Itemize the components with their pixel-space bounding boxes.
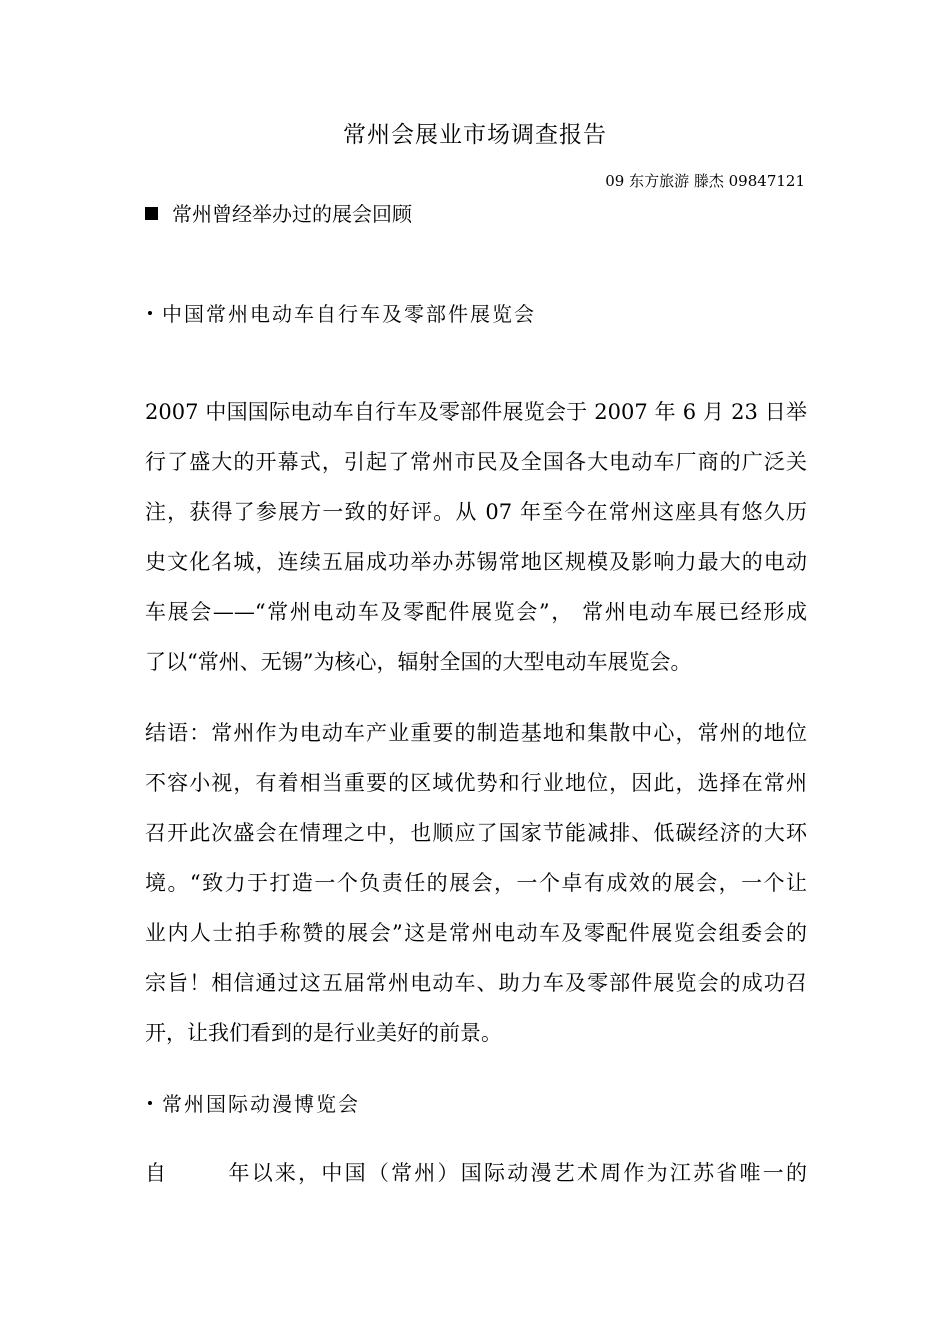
- subheading-ev-expo: [148, 298, 536, 327]
- paragraph-line: 注，获得了参展方一致的好评。从 07 年至今在常州这座具有悠久历: [145, 500, 807, 524]
- paragraph-line: 境。“致力于打造一个负责任的展会，一个卓有成效的展会，一个让: [145, 871, 807, 895]
- square-bullet-icon: [145, 207, 158, 220]
- dot-bullet-icon: [148, 311, 152, 315]
- paragraph-line: 宗旨！相信通过这五届常州电动车、助力车及零部件展览会的成功召: [145, 971, 807, 995]
- paragraph-line: [145, 1148, 807, 1198]
- paragraph-anime-expo: [145, 1148, 807, 1198]
- paragraph-line: 结语：常州作为电动车产业重要的制造基地和集散中心，常州的地位: [145, 721, 807, 745]
- paragraph-line: 车展会——“常州电动车及零配件展览会”， 常州电动车展已经形成: [145, 600, 807, 624]
- paragraph-ev-expo: [145, 387, 807, 687]
- document-title: 常州会展业市场调查报告: [343, 122, 607, 148]
- paragraph-line: 开，让我们看到的是行业美好的前景。: [145, 1021, 502, 1045]
- dot-bullet-icon: [148, 1101, 152, 1105]
- section-heading-text: 常州曾经举办过的展会回顾: [172, 202, 412, 226]
- subheading-ev-expo-text: 中国常州电动车自行车及零部件展览会: [162, 302, 536, 326]
- paragraph-line: 行了盛大的开幕式，引起了常州市民及全国各大电动车厂商的广泛关: [145, 450, 807, 474]
- paragraph-line: 业内人士拍手称赞的展会”这是常州电动车及零配件展览会组委会的: [145, 921, 807, 945]
- paragraph-rest: 年以来，中国（常州）国际动漫艺术周作为江苏省唯一的: [226, 1161, 808, 1185]
- paragraph-line: 召开此次盛会在情理之中，也顺应了国家节能减排、低碳经济的大环: [145, 821, 807, 845]
- subheading-anime-expo: [148, 1088, 360, 1117]
- section-heading: [145, 198, 412, 227]
- author-line: 09 东方旅游 滕杰 09847121: [605, 172, 805, 190]
- paragraph-start: 自: [145, 1161, 169, 1185]
- paragraph-line: 了以“常州、无锡”为核心，辐射全国的大型电动车展览会。: [145, 650, 692, 674]
- paragraph-line: 2007 中国国际电动车自行车及零部件展览会于 2007 年 6 月 23 日举: [145, 400, 807, 424]
- paragraph-conclusion: [145, 708, 807, 1058]
- paragraph-line: 史文化名城，连续五届成功举办苏锡常地区规模及影响力最大的电动: [145, 550, 807, 574]
- paragraph-line: 不容小视，有着相当重要的区域优势和行业地位，因此，选择在常州: [145, 771, 807, 795]
- subheading-anime-expo-text: 常州国际动漫博览会: [162, 1092, 360, 1116]
